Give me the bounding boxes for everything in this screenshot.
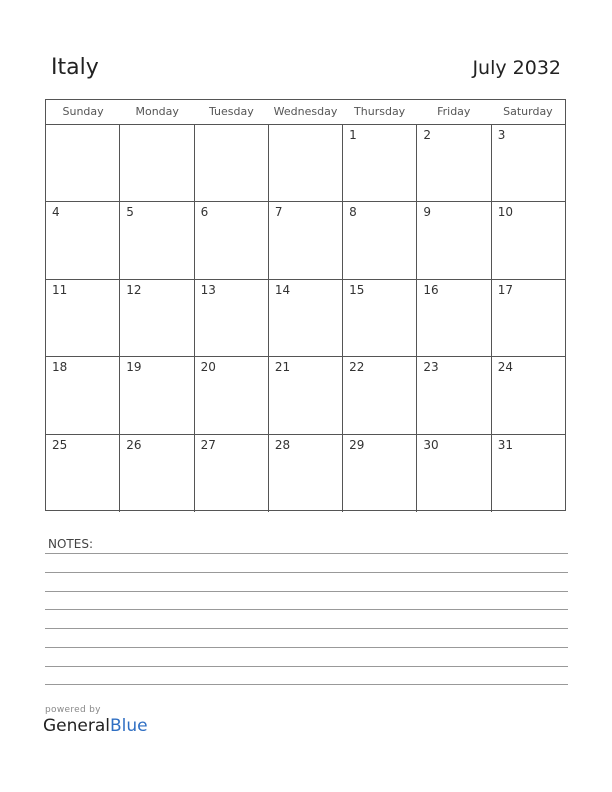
day-cell [120, 435, 194, 512]
weekday-wednesday: Wednesday [273, 105, 338, 118]
day-cell [492, 280, 565, 356]
day-number: 21 [274, 360, 291, 375]
day-cell [120, 125, 194, 201]
day-cell [195, 357, 269, 433]
day-number: 19 [126, 360, 142, 375]
day-number: 22 [349, 360, 365, 375]
day-cell [46, 202, 120, 278]
day-number: 10 [497, 205, 513, 220]
day-number: 8 [349, 205, 357, 220]
day-cell [269, 357, 343, 433]
day-cell [492, 125, 565, 201]
day-cell [343, 280, 417, 356]
day-cell [343, 357, 417, 433]
day-cell [417, 435, 491, 512]
day-number: 24 [497, 360, 513, 375]
day-number: 23 [423, 360, 439, 375]
week-row-1 [46, 125, 565, 202]
day-cell [269, 280, 343, 356]
week-row-2 [46, 202, 565, 279]
day-cell [417, 125, 491, 201]
country-title: Italy [51, 55, 99, 80]
day-cell [343, 125, 417, 201]
day-number: 3 [497, 128, 506, 142]
day-cell [492, 435, 565, 512]
day-number: 15 [349, 282, 365, 297]
day-cell [269, 125, 343, 201]
day-cell [492, 202, 565, 278]
day-number: 4 [52, 205, 60, 220]
day-cell [417, 202, 491, 278]
weekday-monday: Monday [135, 105, 179, 118]
notes-line [45, 591, 568, 592]
notes-line [45, 572, 568, 573]
weekday-header-row [46, 100, 565, 125]
day-cell [492, 357, 565, 433]
day-number: 31 [497, 437, 513, 452]
day-cell [269, 435, 343, 512]
calendar-grid [45, 99, 566, 511]
notes-line [45, 684, 568, 685]
weekday-friday: Friday [437, 105, 471, 118]
day-number: 27 [200, 437, 216, 452]
day-cell [120, 280, 194, 356]
month-title: July 2032 [472, 57, 561, 79]
weekday-tuesday: Tuesday [208, 105, 254, 118]
day-number: 6 [200, 205, 209, 220]
day-cell [46, 435, 120, 512]
day-number: 1 [349, 128, 357, 142]
week-row-3 [46, 280, 565, 357]
powered-by-text: powered by [45, 705, 101, 715]
week-row-4 [46, 357, 565, 434]
day-cell [120, 357, 194, 433]
day-number: 11 [52, 282, 68, 297]
day-number: 5 [126, 205, 134, 220]
notes-line [45, 553, 568, 554]
day-cell [120, 202, 194, 278]
day-cell [343, 202, 417, 278]
day-number: 28 [274, 437, 291, 452]
day-cell [417, 280, 491, 356]
notes-line [45, 609, 568, 610]
day-number: 12 [126, 282, 142, 297]
generalblue-logo [43, 716, 148, 736]
day-number: 26 [126, 437, 142, 452]
day-number: 30 [423, 437, 439, 452]
day-cell [195, 125, 269, 201]
day-cell [195, 202, 269, 278]
day-cell [195, 435, 269, 512]
notes-line [45, 647, 568, 648]
day-number: 29 [349, 437, 365, 452]
day-cell [269, 202, 343, 278]
day-number: 17 [497, 282, 513, 297]
brand-blue: Blue [110, 716, 148, 736]
notes-label: NOTES: [48, 537, 93, 551]
notes-line [45, 666, 568, 667]
day-number: 18 [52, 360, 68, 375]
weekday-thursday: Thursday [354, 105, 406, 118]
day-cell [343, 435, 417, 512]
day-cell [46, 357, 120, 433]
day-number: 9 [423, 205, 432, 220]
day-number: 25 [52, 437, 68, 452]
notes-line [45, 628, 568, 629]
weekday-saturday: Saturday [503, 105, 553, 118]
day-cell [417, 357, 491, 433]
day-cell [195, 280, 269, 356]
day-number: 16 [423, 282, 439, 297]
day-number: 2 [423, 128, 432, 142]
day-cell [46, 280, 120, 356]
day-number: 13 [200, 282, 216, 297]
day-number: 20 [200, 360, 216, 375]
week-row-5 [46, 435, 565, 512]
day-number: 14 [274, 282, 291, 297]
day-number: 7 [274, 205, 283, 220]
brand-general: General [43, 716, 110, 736]
day-cell [46, 125, 120, 201]
weekday-sunday: Sunday [62, 105, 104, 118]
